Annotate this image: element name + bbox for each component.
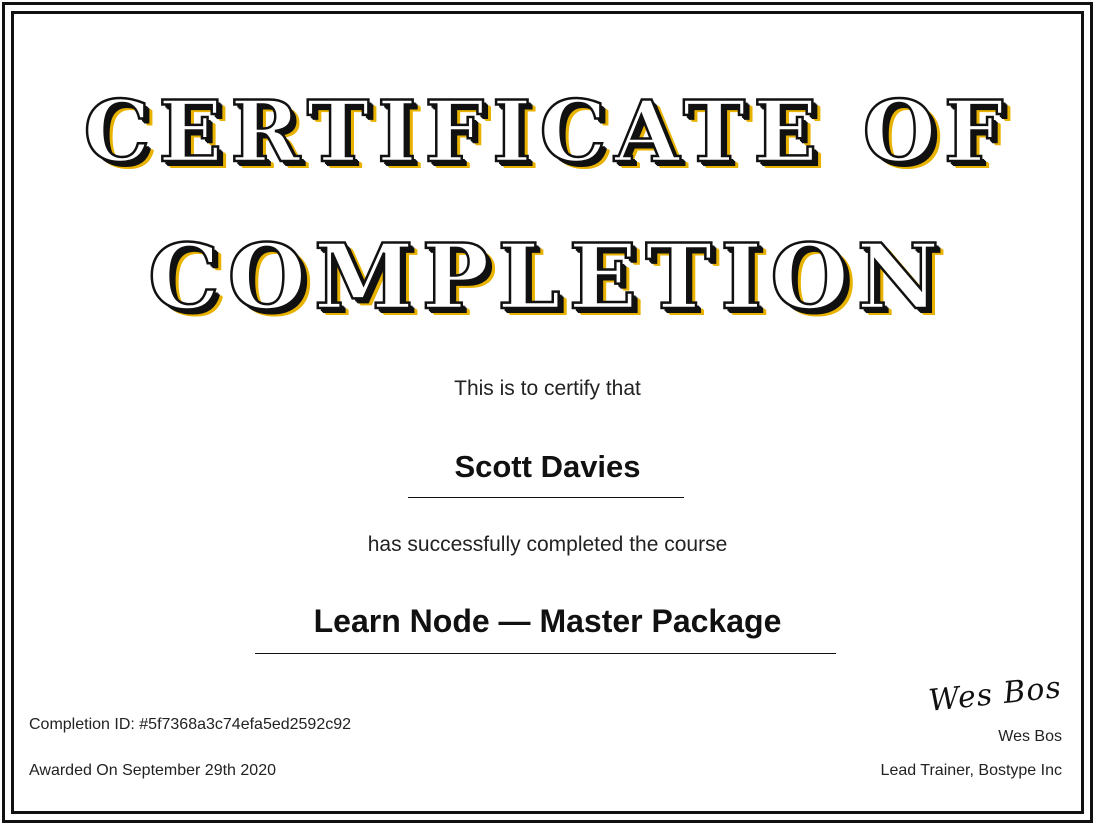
recipient-underline <box>408 497 684 498</box>
completion-id: Completion ID: #5f7368a3c74efa5ed2592c92 <box>29 716 352 733</box>
awarded-date: Awarded On September 29th 2020 <box>29 762 276 779</box>
course-name: Learn Node — Master Package <box>313 603 782 639</box>
signer-title: Lead Trainer, Bostype Inc <box>880 762 1062 779</box>
certificate-title-line-1: CERTIFICATE OF <box>83 82 1012 181</box>
certificate-title-line-2: COMPLETION <box>148 224 947 330</box>
certify-intro-text: This is to certify that <box>454 377 641 400</box>
signature: Wes Bos <box>927 670 1064 719</box>
signer-name: Wes Bos <box>998 728 1062 745</box>
course-intro-text: has successfully completed the course <box>367 533 728 556</box>
course-underline <box>255 653 836 654</box>
recipient-name: Scott Davies <box>454 449 641 484</box>
